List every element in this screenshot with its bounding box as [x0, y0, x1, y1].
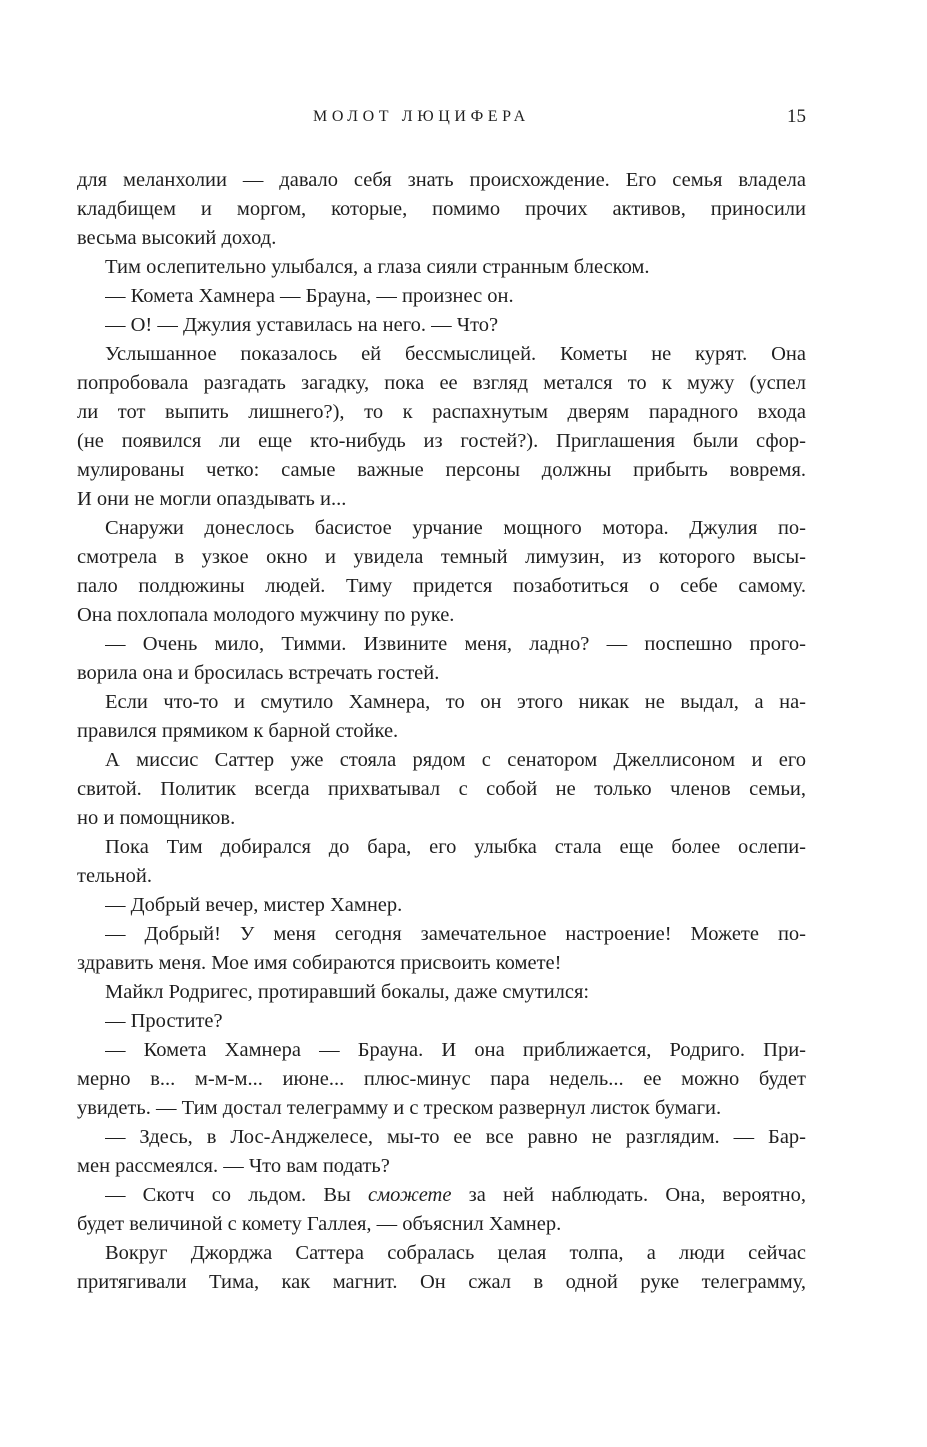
text-line: правился прямиком к барной стойке. — [77, 720, 399, 742]
text-line: попробовала разгадать загадку, пока ее взгляд метался то к мужу (успел — [77, 372, 806, 394]
text-line: — Скотч со льдом. Вы сможете за ней наблюдать. Она, вероятно, — [105, 1184, 806, 1206]
text-line: ли тот выпить лишнего?), то к распахнутым дверям парадного входа — [77, 401, 806, 423]
text-line: (не появился ли еще кто-нибудь из гостей?). Приглашения были сфор- — [77, 430, 806, 452]
text-line: Вокруг Джорджа Саттера собралась целая толпа, а люди сейчас — [105, 1242, 806, 1264]
text-line: мерно в... м-м-м... июне... плюс-минус пара недель... ее можно будет — [77, 1068, 806, 1090]
text-line: Снаружи донеслось басистое урчание мощного мотора. Джулия по- — [105, 517, 806, 539]
text-line: И они не могли опаздывать и... — [77, 488, 347, 510]
text-line: смотрела в узкое окно и увидела темный лимузин, из которого высы- — [77, 546, 806, 568]
text-line: Если что-то и смутило Хамнера, то он этого никак не выдал, а на- — [105, 691, 806, 713]
text-line: Майкл Родригес, протиравший бокалы, даже смутился: — [105, 981, 590, 1003]
running-title: МОЛОТ ЛЮЦИФЕРА — [313, 108, 530, 125]
text-line: А миссис Саттер уже стояла рядом с сенатором Джеллисоном и его — [105, 749, 806, 771]
text-line: мулированы четко: самые важные персоны должны прибыть вовремя. — [77, 459, 806, 481]
text-line: — Очень мило, Тимми. Извините меня, ладно? — поспешно прого- — [105, 633, 806, 655]
text-line: пало полдюжины людей. Тиму придется позаботиться о себе самому. — [77, 575, 806, 597]
text-line: — О! — Джулия уставилась на него. — Что? — [105, 314, 499, 336]
text-line: — Комета Хамнера — Брауна. И она приближается, Родриго. При- — [105, 1039, 806, 1061]
italic-emphasis: сможете — [368, 1184, 452, 1206]
text-line: свитой. Политик всегда прихватывал с собой не только членов семьи, — [77, 778, 806, 800]
text-line: — Здесь, в Лос-Анджелесе, мы-то ее все равно не разглядим. — Бар- — [105, 1126, 806, 1148]
text-line: — Комета Хамнера — Брауна, — произнес он. — [105, 285, 514, 307]
text-line: — Простите? — [105, 1010, 223, 1032]
text-line: Пока Тим добирался до бара, его улыбка стала еще более ослепи- — [105, 836, 806, 858]
text-line: притягивали Тима, как магнит. Он сжал в одной руке телеграмму, — [77, 1271, 806, 1293]
text-line: кладбищем и моргом, которые, помимо прочих активов, приносили — [77, 198, 806, 220]
text-line: здравить меня. Мое имя собираются присвоить комете! — [77, 952, 562, 974]
text-line: для меланхолии — давало себя знать происхождение. Его семья владела — [77, 169, 806, 191]
text-line: Она похлопала молодого мужчину по руке. — [77, 604, 455, 626]
text-line: но и помощников. — [77, 807, 236, 829]
text-line: — Добрый вечер, мистер Хамнер. — [105, 894, 403, 916]
text-line: будет величиной с комету Галлея, — объяснил Хамнер. — [77, 1213, 562, 1235]
page-number: 15 — [787, 106, 806, 127]
text-line: Услышанное показалось ей бессмыслицей. Кометы не курят. Она — [105, 343, 806, 365]
text-line: весьма высокий доход. — [77, 227, 277, 249]
text-line: Тим ослепительно улыбался, а глаза сияли странным блеском. — [105, 256, 650, 278]
text-line: — Добрый! У меня сегодня замечательное настроение! Можете по- — [105, 923, 806, 945]
text-line: мен рассмеялся. — Что вам подать? — [77, 1155, 390, 1177]
text-line: ворила она и бросилась встречать гостей. — [77, 662, 440, 684]
text-line: увидеть. — Тим достал телеграмму и с треском развернул листок бумаги. — [77, 1097, 722, 1119]
text-line: тельной. — [77, 865, 152, 887]
